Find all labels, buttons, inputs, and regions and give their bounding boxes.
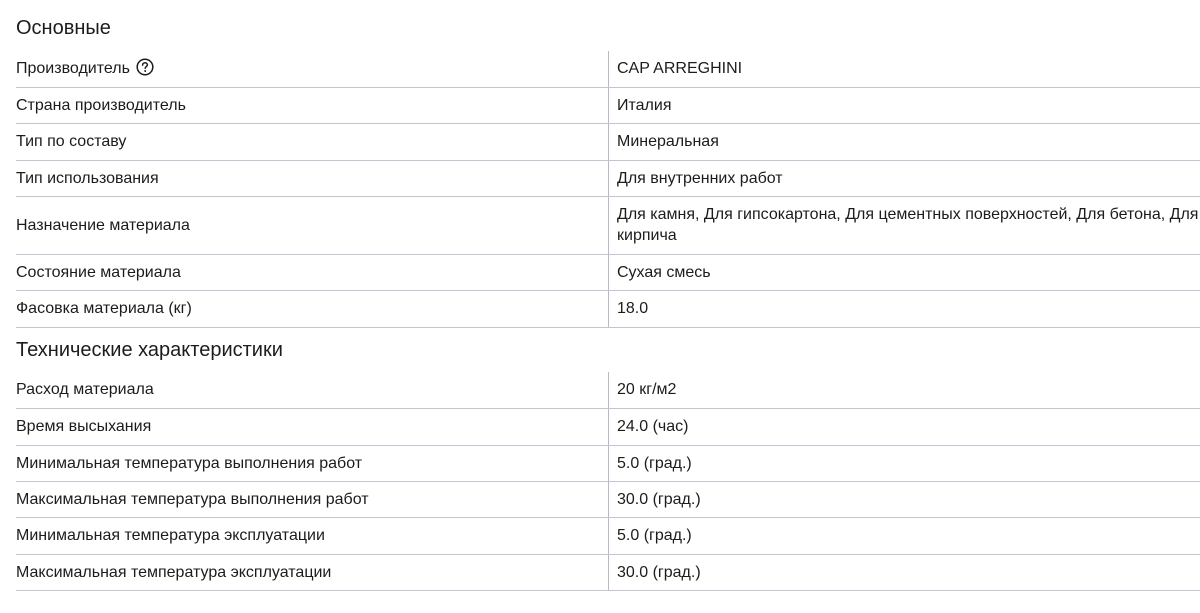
spec-label: Максимальная температура эксплуатации: [16, 554, 609, 590]
spec-value: 30.0 (град.): [609, 481, 1200, 517]
spec-label: [16, 51, 609, 87]
spec-label: Время высыхания: [16, 408, 609, 445]
spec-label: Фасовка материала (кг): [16, 290, 609, 327]
spec-value: 5.0 (град.): [609, 517, 1200, 554]
spec-value: 20 кг/м2: [609, 372, 1200, 408]
spec-row: [16, 196, 1200, 254]
spec-row: [16, 408, 1200, 445]
spec-value: Для камня, Для гипсокартона, Для цементных поверхностей, Для бетона, Для кирпича: [609, 196, 1200, 254]
spec-row: [16, 123, 1200, 160]
spec-table-technical: [16, 372, 1200, 591]
spec-row: [16, 554, 1200, 590]
spec-label: Тип по составу: [16, 123, 609, 160]
section-title-main: Основные: [16, 17, 111, 39]
spec-row: [16, 481, 1200, 517]
spec-row: [16, 51, 1200, 87]
spec-label: Страна производитель: [16, 87, 609, 123]
spec-label: Состояние материала: [16, 254, 609, 290]
spec-value: CAP ARREGHINI: [609, 51, 1200, 87]
spec-row: [16, 517, 1200, 554]
spec-row: [16, 290, 1200, 327]
spec-value: 24.0 (час): [609, 408, 1200, 445]
spec-row: [16, 160, 1200, 196]
spec-value: 5.0 (град.): [609, 445, 1200, 481]
spec-value: 18.0: [609, 290, 1200, 327]
spec-table-main: [16, 51, 1200, 328]
spec-value: Италия: [609, 87, 1200, 123]
spec-label: Максимальная температура выполнения работ: [16, 481, 609, 517]
spec-label: Минимальная температура выполнения работ: [16, 445, 609, 481]
spec-value: Для внутренних работ: [609, 160, 1200, 196]
spec-label-text: Производитель: [16, 60, 130, 78]
section-title-technical: Технические характеристики: [16, 339, 283, 361]
question-circle-icon[interactable]: [136, 58, 154, 76]
spec-label: Минимальная температура эксплуатации: [16, 517, 609, 554]
spec-label: Назначение материала: [16, 196, 609, 254]
spec-label: Расход материала: [16, 372, 609, 408]
spec-row: [16, 372, 1200, 408]
spec-value: Сухая смесь: [609, 254, 1200, 290]
spec-label: Тип использования: [16, 160, 609, 196]
spec-row: [16, 87, 1200, 123]
spec-row: [16, 254, 1200, 290]
spec-value: 30.0 (град.): [609, 554, 1200, 590]
spec-value: Минеральная: [609, 123, 1200, 160]
spec-row: [16, 445, 1200, 481]
